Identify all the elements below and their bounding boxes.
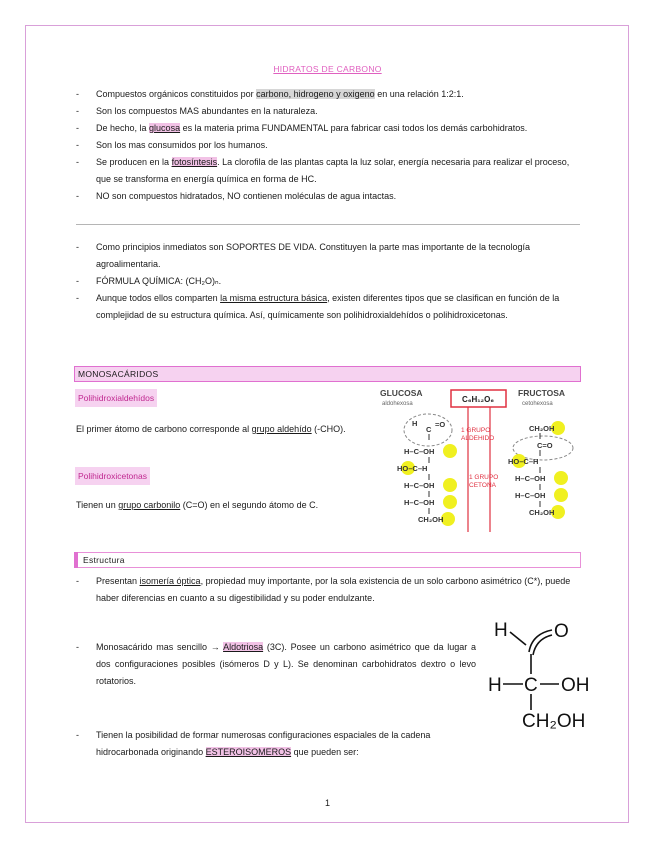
oh-highlight: [443, 444, 457, 458]
svg-text:CH₂OH: CH₂OH: [529, 424, 555, 433]
fructosa-sub-label: cetohexosa: [522, 401, 553, 407]
glucosa-chain: [397, 419, 457, 526]
highlight: Aldotriosa: [223, 642, 264, 652]
estructura-bullet-2: [76, 639, 476, 690]
list-item: - Compuestos orgánicos constituidos por carbono, hidrogeno y oxigeno en una relación 1:2:1.: [76, 86, 582, 103]
oh-highlight: [554, 471, 568, 485]
cetonas-text: Tienen un grupo carbonilo (C=O) en el segundo átomo de C.: [76, 500, 319, 510]
second-bullet-list: [76, 239, 582, 324]
atom-c: C: [524, 675, 538, 696]
atom-o: O: [554, 621, 569, 642]
aldotriosa-structure: [484, 612, 609, 736]
atom-h: H: [494, 620, 508, 641]
svg-text:C: C: [426, 425, 432, 434]
page-title: HIDRATOS DE CARBONO: [273, 64, 382, 74]
bonds: [503, 630, 559, 710]
highlight: fotosíntesis: [171, 157, 218, 167]
svg-text:HO–C–H: HO–C–H: [397, 464, 428, 473]
oh-highlight: [443, 478, 457, 492]
highlight: carbono, hidrogeno y oxigeno: [256, 89, 375, 99]
list-item: - NO son compuestos hidratados, NO contienen moléculas de agua intactas.: [76, 188, 582, 205]
svg-text:CH₂OH: CH₂OH: [529, 508, 555, 517]
highlight: ESTEROISOMEROS: [205, 747, 292, 757]
glucosa-fructosa-figure: [378, 384, 584, 532]
glucosa-label: GLUCOSA: [380, 388, 423, 398]
svg-text:HO–C–H: HO–C–H: [508, 457, 539, 466]
grupo-aldehido-line1: 1 GRUPO: [461, 427, 491, 434]
grupo-cetona-line2: CETONA: [469, 482, 496, 489]
svg-text:H–C–OH: H–C–OH: [404, 447, 435, 456]
fructosa-chain: [508, 421, 568, 519]
list-item: - Son los compuestos MAS abundantes en la naturaleza.: [76, 103, 582, 120]
horizontal-divider: [76, 224, 580, 225]
svg-text:H: H: [412, 419, 418, 428]
atom-oh: OH: [561, 675, 590, 696]
list-item: - De hecho, la glucosa es la materia prima FUNDAMENTAL para fabricar casi todos los demás carbohidratos.: [76, 120, 582, 137]
svg-text:H–C–OH: H–C–OH: [404, 481, 435, 490]
list-item: - FÓRMULA QUÍMICA: (CH₂O)ₙ.: [76, 273, 582, 290]
subheading-aldehidos: Polihidroxialdehídos: [75, 389, 157, 407]
grupo-aldehido-line2: ALDEHIDO: [461, 435, 495, 442]
list-item: - Tienen la posibilidad de formar numerosas configuraciones espaciales de la cadena hidrocarbonada originando ESTEROISOMEROS que pueden ser:: [76, 727, 476, 761]
oh-highlight: [443, 495, 457, 509]
list-item: - Se producen en la fotosíntesis. La clorofila de las plantas capta la luz solar, energía necesaria para realizar el proceso, que se transforma en energía química en forma de HC.: [76, 154, 582, 188]
atom-h: H: [488, 675, 502, 696]
list-item: - Como principios inmediatos son SOPORTES DE VIDA. Constituyen la parte mas importante de la tecnología agroalimentaria.: [76, 239, 582, 273]
svg-text:CH₂OH: CH₂OH: [418, 515, 444, 524]
svg-text:H–C–OH: H–C–OH: [515, 491, 546, 500]
list-item: - Monosacárido mas sencillo → Aldotriosa (3C). Posee un carbono asimétrico que da lugar a dos configuraciones posibles (isómeros D y L). Se denominan carbohidratos dextro o levo rotatorios.: [76, 639, 476, 690]
svg-text:=O: =O: [435, 420, 446, 429]
list-item: - Presentan isomería óptica, propiedad muy importante, por la sola existencia de un solo carbono asimétrico (C*), puede haber diferencias en cuanto a su digestibilidad y su poder endulzante.: [76, 573, 582, 607]
oh-highlight: [554, 488, 568, 502]
svg-text:C=O: C=O: [537, 441, 553, 450]
fructosa-label: FRUCTOSA: [518, 388, 566, 398]
section-header-estructura: Estructura: [74, 552, 581, 568]
section-header-monosacaridos: MONOSACÁRIDOS: [74, 366, 581, 382]
atom-ch2oh: CH₂OH: [522, 711, 586, 732]
highlight: glucosa: [149, 123, 181, 133]
grupo-cetona-line1: 1 GRUPO: [469, 474, 499, 481]
list-item: - Son los mas consumidos por los humanos.: [76, 137, 582, 154]
intro-bullet-list: [76, 86, 582, 205]
formula-label: C₆H₁₂O₆: [462, 395, 494, 404]
estructura-bullet-1: [76, 573, 582, 607]
glucosa-sub-label: aldohexosa: [382, 401, 413, 407]
svg-text:H–C–OH: H–C–OH: [404, 498, 435, 507]
page-number: 1: [324, 798, 330, 808]
list-item: - Aunque todos ellos comparten la misma estructura básica, existen diferentes tipos que se clasifican en función de la complejidad de su estructura química. Así, químicamente son polihidroxialdehídos o polihidroxicetonas.: [76, 290, 582, 324]
estructura-bullet-3: [76, 727, 476, 761]
aldehidos-text: El primer átomo de carbono corresponde al grupo aldehído (-CHO).: [76, 424, 346, 434]
subheading-cetonas: Polihidroxicetonas: [75, 467, 150, 485]
svg-text:H–C–OH: H–C–OH: [515, 474, 546, 483]
section-marker: [74, 552, 78, 568]
